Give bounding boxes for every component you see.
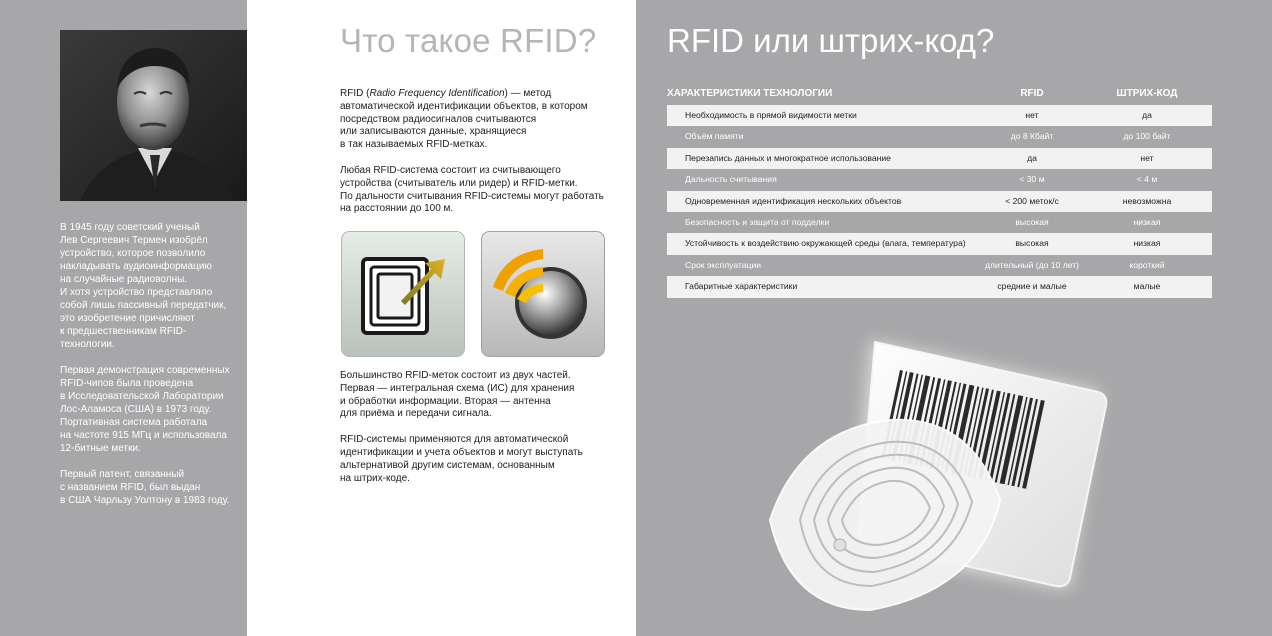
table-row: Габаритные характеристики средние и малые малые xyxy=(667,276,1212,297)
middle-column xyxy=(247,0,636,636)
barcode-rfid-labels-illustration xyxy=(740,320,1120,620)
intro-text xyxy=(340,88,615,229)
header-characteristics: ХАРАКТЕРИСТИКИ ТЕХНОЛОГИИ xyxy=(667,88,833,99)
table-header xyxy=(667,88,1212,102)
history-paragraph-1: В 1945 году советский ученый Лев Сергеевич Термен изобрёл устройство, которое позволило накладывать аудиоинформацию на случайные радиоволны. И хотя устройство представляло собой лишь пассивный передатчик, это изобретение причисляют к предшественникам RFID- технологии. xyxy=(60,222,227,350)
portrait-photo xyxy=(60,30,247,201)
table-row: Устойчивость к воздействию окружающей среды (влага, температура) высокая низкая xyxy=(667,233,1212,254)
comparison-table xyxy=(667,105,1212,298)
table-row: Безопасность и защита от подделки высокая низкая xyxy=(685,216,1161,227)
history-paragraph-3: Первый патент, связанный с названием RFID, был выдан в США Чарльзу Уолтону в 1983 году. xyxy=(60,469,230,506)
page-title: Что такое RFID? xyxy=(340,22,597,59)
structure-text xyxy=(340,370,615,498)
application-paragraph: RFID-системы применяются для автоматической идентификации и учета объектов и могут выступать альтернативой другим системам, основанным на штрих-коде. xyxy=(340,434,583,484)
table-row: Срок эксплуатации длительный (до 10 лет) короткий xyxy=(685,259,1165,270)
left-column xyxy=(0,0,247,636)
table-row: Объём памяти до 8 Кбайт до 100 байт xyxy=(685,131,1171,142)
table-row: Необходимость в прямой видимости метки нет да xyxy=(667,105,1212,126)
rfid-tag-icon xyxy=(341,231,465,357)
table-row: Одновременная идентификация нескольких объектов < 200 меток/с невозможна xyxy=(667,191,1212,212)
comparison-title: RFID или штрих-код? xyxy=(667,22,995,59)
history-text xyxy=(60,221,240,520)
system-paragraph: Любая RFID-система состоит из считывающего устройства (считыватель или ридер) и RFID-метки. По дальности считывания RFID-системы могут работать на расстоянии до 100 м. xyxy=(340,164,604,215)
wireless-signal-icon xyxy=(481,231,605,357)
table-row: Перезапись данных и многократное использование да нет xyxy=(667,148,1212,169)
header-barcode: ШТРИХ-КОД xyxy=(1116,88,1178,99)
table-row: Дальность считывания < 30 м < 4 м xyxy=(685,174,1158,185)
history-paragraph-2: Первая демонстрация современных RFID-чипов была проведена в Исследовательской Лаборатории Лос-Аламоса (США) в 1973 году. Портативная система работала на частоте 915 МГц и использовала 12-битные метки. xyxy=(60,365,230,454)
structure-paragraph: Большинство RFID-меток состоит из двух частей. Первая — интегральная схема (ИС) для хранения и обработки информации. Вторая — антенна для приёма и передачи сигнала. xyxy=(340,370,575,420)
header-rfid: RFID xyxy=(1020,88,1044,99)
definition-paragraph: RFID (Radio Frequency Identification) — метод автоматической идентификации объектов, в котором посредством радиосигналов считываются или записываются данные, хранящиеся в так называемых RFID-метках. xyxy=(340,88,588,151)
